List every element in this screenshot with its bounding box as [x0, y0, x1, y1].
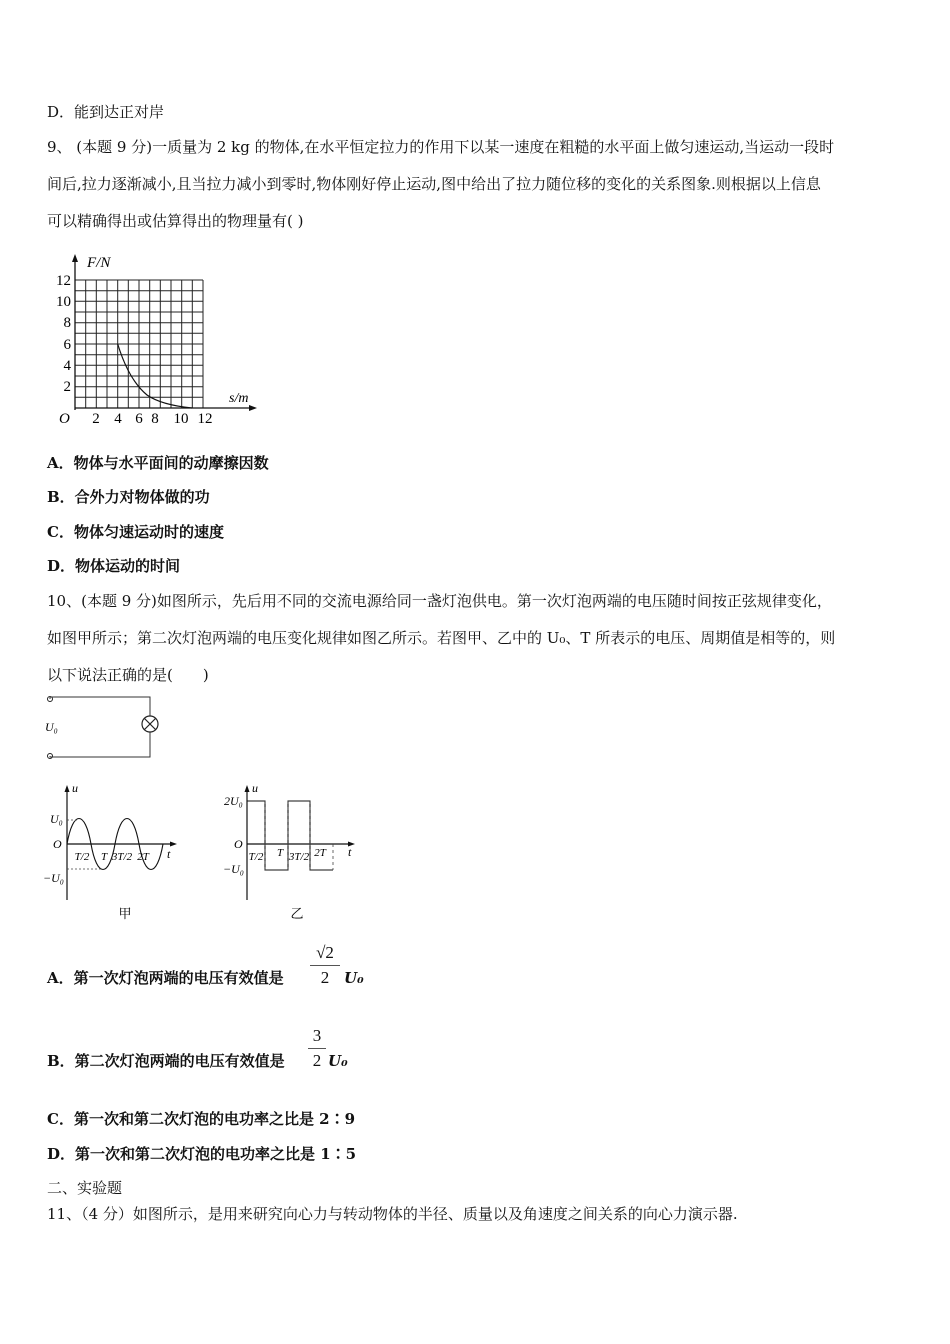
graph-ylabel: F/N: [87, 255, 111, 271]
y-axis-arrow-icon: [72, 254, 78, 262]
graph-xlabel: s/m: [229, 391, 249, 406]
q10-option-b-text: B．第二次灯泡两端的电压有效值是: [47, 1052, 285, 1070]
neg-u0-label: −U₀: [43, 871, 64, 885]
u-axis-arrow-icon: [245, 785, 250, 792]
figure-caption-jia: 甲: [118, 906, 132, 921]
section-title: 二、实验题: [47, 1179, 123, 1197]
t-tick-label: 2T: [137, 851, 149, 863]
origin-label: O: [234, 837, 243, 851]
y-tick-label: 10: [56, 294, 71, 310]
q9-stem-line1: 9、 (本题 9 分)一质量为 2 kg 的物体,在水平恒定拉力的作用下以某一速度在粗糙的水平面上做匀速运动,当运动一段时: [47, 138, 835, 156]
t-tick-label: 3T/2: [111, 851, 133, 863]
q10-option-b-unit: U₀: [328, 1052, 348, 1070]
axis-t-label: t: [167, 847, 171, 861]
lamp-circuit-diagram: [40, 694, 170, 764]
q10-stem-line3: 以下说法正确的是( ): [47, 666, 209, 684]
fraction-numerator: √2: [316, 943, 334, 962]
q10-option-a-text: A．第一次灯泡两端的电压有效值是: [47, 969, 284, 987]
t-tick-label: 3T/2: [288, 851, 310, 863]
fraction-denominator: 2: [312, 1051, 322, 1070]
graph-grid: [75, 280, 203, 408]
x-tick-label: 2: [92, 411, 100, 427]
y-tick-label: 4: [63, 358, 71, 374]
axis-u-label: u: [72, 782, 78, 795]
q9-stem-line3: 可以精确得出或估算得出的物理量有( ): [47, 212, 304, 230]
q10-stem-line1: 10、(本题 9 分)如图所示，先后用不同的交流电源给同一盏灯泡供电。第一次灯泡两端的电压随时间按正弦规律变化，: [47, 592, 832, 610]
lamp-icon: [142, 716, 158, 732]
two-u0-label: 2U₀: [224, 794, 243, 808]
t-tick-label: T: [276, 847, 284, 859]
t-tick-label: T/2: [74, 851, 90, 863]
u-axis-arrow-icon: [65, 785, 70, 792]
q10-option-c: C．第一次和第二次灯泡的电功率之比是 2∶9: [47, 1110, 356, 1128]
q10-stem-line2: 如图甲所示；第二次灯泡两端的电压变化规律如图乙所示。若图甲、乙中的 U₀、T 所表示的电压、周期值是相等的，则: [47, 629, 836, 647]
q10-option-d: D．第一次和第二次灯泡的电功率之比是 1∶5: [47, 1145, 357, 1163]
fraction-bar: [310, 965, 340, 966]
q10-option-a-unit: U₀: [344, 969, 364, 987]
q11-stem: 11、（4 分）如图所示，是用来研究向心力与转动物体的半径、质量以及角速度之间关系的向心力演示器.: [47, 1205, 738, 1223]
square-wave-graph: [222, 782, 362, 922]
x-axis-arrow-icon: [249, 405, 257, 411]
q9-option-c: C．物体匀速运动时的速度: [47, 523, 224, 541]
q9-stem-line2: 间后,拉力逐渐减小,且当拉力减小到零时,物体刚好停止运动,图中给出了拉力随位移的变化的关系图象.则根据以上信息: [47, 175, 821, 193]
graph-origin: O: [59, 411, 70, 427]
x-tick-label: 4: [114, 411, 122, 427]
fraction-numerator: 3: [312, 1026, 322, 1045]
circuit-wire: [50, 697, 150, 716]
x-tick-label: 12: [197, 411, 213, 427]
neg-u0-label: −U₀: [223, 862, 244, 876]
q8-option-d: D．能到达正对岸: [47, 103, 165, 121]
q9-option-d: D．物体运动的时间: [47, 557, 181, 575]
q9-option-a: A．物体与水平面间的动摩擦因数: [47, 454, 269, 472]
sine-wave-graph: [40, 782, 190, 922]
axis-u-label: u: [252, 782, 258, 795]
t-tick-label: T: [100, 851, 108, 863]
fraction-bar: [308, 1048, 326, 1049]
q10-option-a-fraction: [310, 943, 340, 988]
y-tick-label: 6: [63, 337, 71, 353]
q10-option-b-fraction: [308, 1026, 326, 1071]
origin-label: O: [53, 837, 62, 851]
t-tick-label: 2T: [314, 847, 326, 859]
fraction-denominator: 2: [320, 968, 330, 987]
x-tick-label: 10: [173, 411, 189, 427]
q9-option-b: B．合外力对物体做的功: [47, 488, 210, 506]
circuit-wire: [50, 732, 150, 757]
x-tick-label: 8: [151, 411, 159, 427]
figure-caption-yi: 乙: [290, 906, 304, 921]
t-axis-arrow-icon: [170, 842, 177, 847]
x-tick-label: 6: [135, 411, 143, 427]
y-tick-label: 12: [56, 273, 71, 289]
t-tick-label: T/2: [248, 851, 264, 863]
u0-label: U₀: [50, 812, 63, 826]
force-displacement-graph: [47, 250, 267, 430]
circuit-u0-label: U₀: [45, 720, 58, 734]
y-tick-label: 8: [63, 315, 71, 331]
axis-t-label: t: [348, 845, 352, 859]
y-tick-label: 2: [63, 379, 71, 395]
